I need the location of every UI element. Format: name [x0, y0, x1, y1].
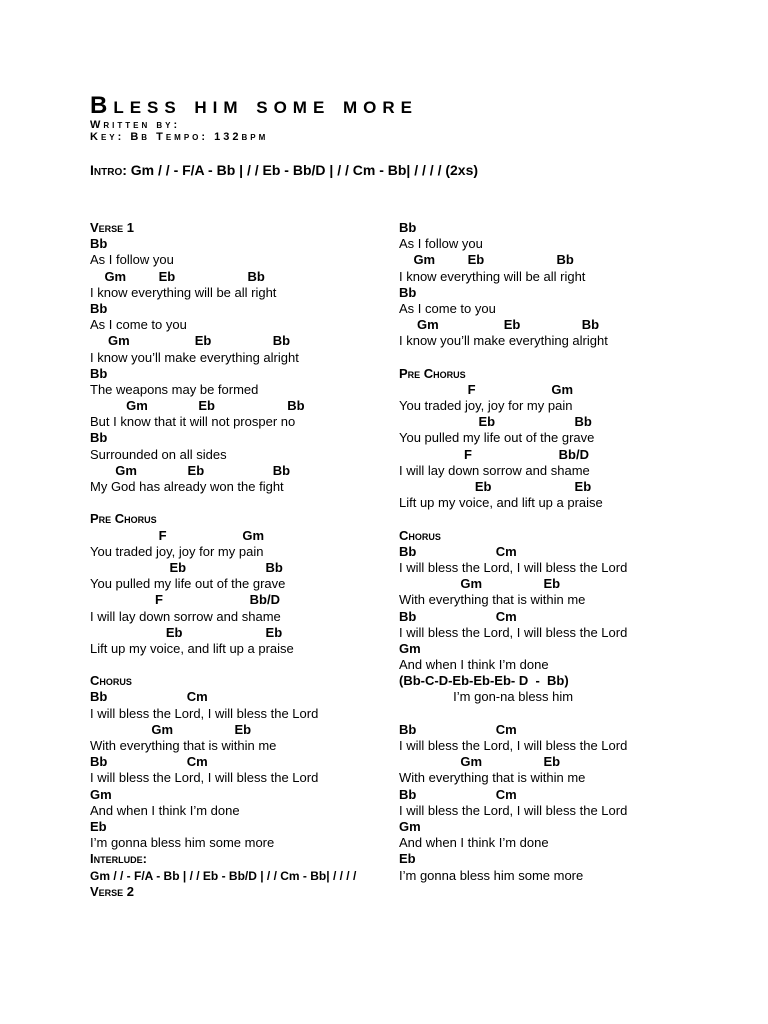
lyric-line: I’m gon-na bless him [399, 689, 574, 705]
chord-line: Gm Eb Bb [399, 252, 574, 268]
chord-line: Gm [90, 786, 112, 802]
lyric-line: I know you’ll make everything alright [90, 349, 299, 365]
chord-line: Bb [90, 300, 108, 316]
lyric-line: As I come to you [399, 300, 496, 316]
section-heading: Verse 1 [90, 220, 135, 235]
lyric-line: With everything that is within me [399, 592, 586, 608]
intro-chords: Gm / / - F/A - Bb | / / Eb - Bb/D | / / Cm - Bb| / / / / (2xs) [126, 162, 479, 178]
lyric-line: I know you’ll make everything alright [399, 333, 608, 349]
lyric-line: I will lay down sorrow and shame [90, 608, 281, 624]
chord-line: Eb Eb [90, 624, 283, 640]
lyric-line: I’m gonna bless him some more [399, 867, 584, 883]
lyric-line: As I follow you [90, 252, 174, 268]
interlude-chords: Gm / / - F/A - Bb | / / Eb - Bb/D | / / Cm - Bb| / / / / [90, 868, 357, 883]
right-column [399, 220, 699, 884]
written-by: Written by: [90, 119, 181, 131]
chord-line: Bb [399, 220, 417, 235]
chord-line: Bb Cm [399, 721, 517, 737]
spacer [90, 495, 380, 511]
spacer [399, 706, 699, 722]
intro-label: Intro: [90, 162, 127, 178]
chord-line: Eb Eb [399, 479, 592, 494]
lyric-line: I will bless the Lord, I will bless the Lord [90, 770, 319, 786]
chord-line: Bb Cm [399, 543, 517, 559]
chord-line: Gm Eb Bb [90, 268, 265, 284]
lyric-line: You pulled my life out of the grave [399, 430, 595, 446]
chord-line: Gm Eb [399, 754, 561, 770]
section-heading: Pre Chorus [90, 511, 157, 527]
lyric-line: My God has already won the fight [90, 479, 284, 494]
spacer [90, 657, 380, 673]
lyric-line: You traded joy, joy for my pain [90, 543, 264, 559]
chord-line: Bb [90, 430, 108, 446]
section-heading: Chorus [90, 673, 132, 689]
lyric-line: But I know that it will not prosper no [90, 414, 296, 430]
lyric-line: I will lay down sorrow and shame [399, 462, 590, 478]
chord-line: F Gm [90, 527, 265, 543]
song-title: Bless him some more [90, 92, 418, 119]
left-column [90, 220, 380, 900]
lyric-line: The weapons may be formed [90, 381, 259, 397]
lyric-line: And when I think I’m done [90, 802, 240, 818]
chord-line: Eb [90, 818, 107, 834]
lyric-line: I will bless the Lord, I will bless the Lord [90, 705, 319, 721]
lyric-line: And when I think I’m done [399, 835, 549, 851]
lyric-line: I know everything will be all right [399, 268, 586, 284]
intro-line [90, 162, 478, 178]
chord-line: F Bb/D [90, 592, 280, 608]
chord-line: Gm Eb Bb [90, 462, 291, 478]
lyric-line: As I come to you [90, 317, 187, 333]
lyric-line: I will bless the Lord, I will bless the Lord [399, 624, 628, 640]
section-heading: Verse 2 [90, 883, 135, 899]
chord-line: Gm Eb [399, 576, 561, 592]
chord-line: Gm Eb Bb [90, 398, 305, 414]
chord-line: Bb Cm [399, 786, 517, 802]
chord-line: (Bb-C-D-Eb-Eb-Eb- D - Bb) [399, 673, 569, 689]
lyric-line: Surrounded on all sides [90, 446, 227, 462]
chord-line: Gm [399, 818, 421, 834]
spacer [399, 511, 699, 527]
chord-line: Gm Eb Bb [90, 333, 291, 349]
chord-line: Bb [399, 284, 417, 300]
lyric-line: I know everything will be all right [90, 284, 277, 300]
chord-line: Bb [90, 236, 108, 252]
lyric-line: Lift up my voice, and lift up a praise [90, 640, 294, 656]
chord-line: Eb Bb [399, 414, 592, 430]
chord-line: Bb Cm [90, 754, 208, 770]
section-heading: Chorus [399, 527, 441, 543]
chord-line: Bb Cm [399, 608, 517, 624]
lyric-line: And when I think I’m done [399, 657, 549, 673]
lyric-line: I will bless the Lord, I will bless the Lord [399, 559, 628, 575]
lyric-line: Lift up my voice, and lift up a praise [399, 495, 603, 511]
chord-line: F Bb/D [399, 446, 589, 462]
lyric-line: You traded joy, joy for my pain [399, 398, 573, 414]
lyric-line: I will bless the Lord, I will bless the Lord [399, 802, 628, 818]
chord-line: F Gm [399, 381, 574, 397]
chord-line: Gm Eb Bb [399, 317, 600, 333]
chord-line: Eb Bb [90, 559, 283, 575]
section-heading: Pre Chorus [399, 365, 466, 381]
chord-line: Gm Eb [90, 721, 252, 737]
chord-line: Bb [90, 365, 108, 381]
lyric-line: With everything that is within me [399, 770, 586, 786]
section-heading: Interlude: [90, 851, 147, 867]
chord-line: Bb Cm [90, 689, 208, 705]
chord-line: Gm [399, 640, 421, 656]
lyric-line: With everything that is within me [90, 738, 277, 753]
lyric-line: I’m gonna bless him some more [90, 835, 275, 851]
lyric-line: You pulled my life out of the grave [90, 576, 286, 592]
spacer [399, 350, 699, 366]
lyric-line: I will bless the Lord, I will bless the Lord [399, 738, 628, 753]
key-tempo: Key: Bb Tempo: 132bpm [90, 131, 269, 143]
lyric-line: As I follow you [399, 236, 483, 252]
chord-line: Eb [399, 851, 416, 867]
